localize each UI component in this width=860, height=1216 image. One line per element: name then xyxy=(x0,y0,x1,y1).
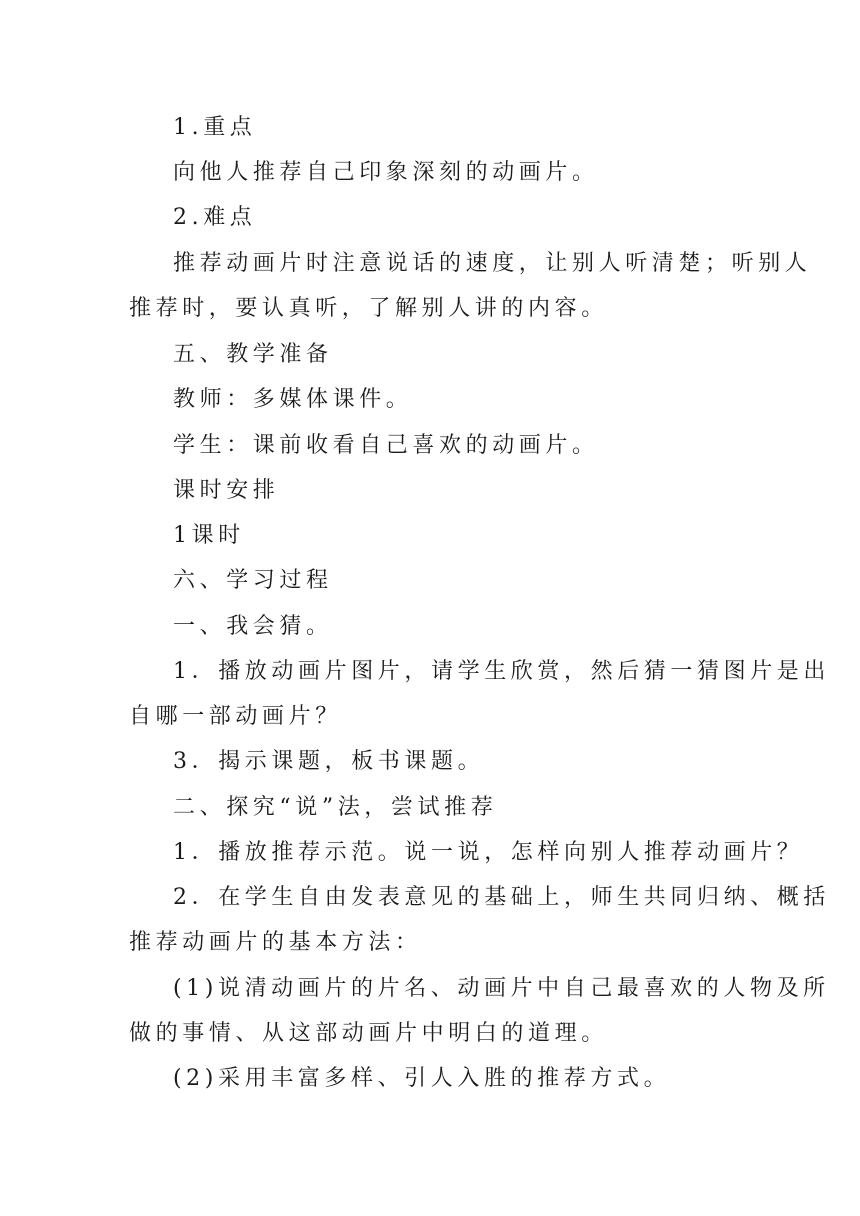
student-preparation: 学生：课前收看自己喜欢的动画片。 xyxy=(173,433,599,458)
step-1-text-line-1: 1．播放动画片图片，请学生欣赏，然后猜一猜图片是出 xyxy=(173,659,830,684)
section-heading-process: 六、学习过程 xyxy=(173,568,333,593)
teacher-preparation: 教师：多媒体课件。 xyxy=(173,387,413,412)
method-2-text: (2)采用丰富多样、引人入胜的推荐方式。 xyxy=(173,1066,671,1091)
step-heading-explore: 二、探究“说”法，尝试推荐 xyxy=(173,795,498,820)
step-1-text-line-2: 自哪一部动画片？ xyxy=(129,704,342,729)
schedule-text: 1课时 xyxy=(173,523,245,548)
explore-1-text: 1．播放推荐示范。说一说，怎样向别人推荐动画片？ xyxy=(173,840,804,865)
difficulties-text-line-2: 推荐时，要认真听，了解别人讲的内容。 xyxy=(129,296,608,321)
method-1-text-line-1: (1)说清动画片的片名、动画片中自己最喜欢的人物及所 xyxy=(173,976,830,1001)
step-heading-guess: 一、我会猜。 xyxy=(173,614,333,639)
explore-2-text-line-1: 2．在学生自由发表意见的基础上，师生共同归纳、概括 xyxy=(173,885,830,910)
section-heading-preparation: 五、教学准备 xyxy=(173,342,333,367)
heading-schedule: 课时安排 xyxy=(173,478,280,503)
method-1-text-line-2: 做的事情、从这部动画片中明白的道理。 xyxy=(129,1021,608,1046)
heading-key-points: 1.重点 xyxy=(173,115,257,140)
explore-2-text-line-2: 推荐动画片的基本方法： xyxy=(129,930,422,955)
step-3-text: 3．揭示课题，板书课题。 xyxy=(173,749,485,774)
heading-difficulties: 2.难点 xyxy=(173,205,257,230)
key-points-text: 向他人推荐自己印象深刻的动画片。 xyxy=(173,160,599,185)
difficulties-text-line-1: 推荐动画片时注意说话的速度，让别人听清楚；听别人 xyxy=(173,251,812,276)
